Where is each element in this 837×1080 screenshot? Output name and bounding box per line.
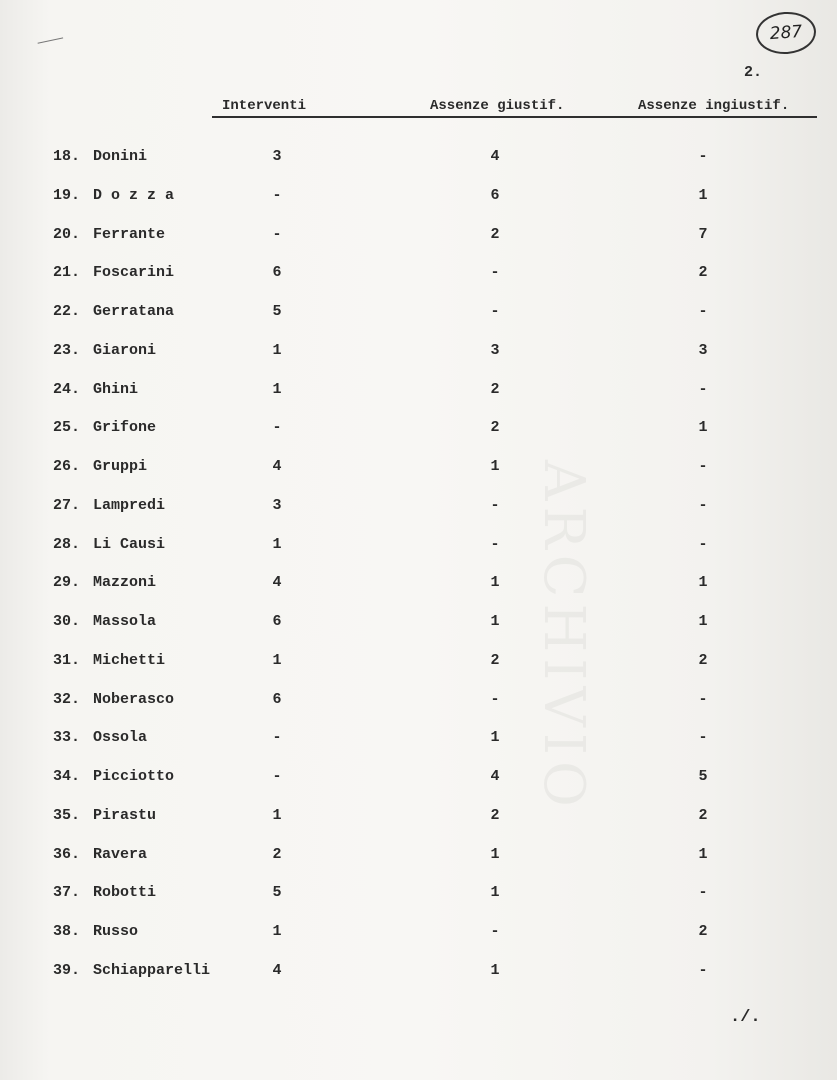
interventi-value: 1: [272, 380, 282, 398]
interventi-value: 2: [272, 845, 282, 863]
table-row: [0, 762, 837, 801]
row-number: 29.: [53, 574, 81, 592]
interventi-value: 6: [272, 264, 282, 282]
assenze-giustif-value: 4: [490, 768, 500, 785]
table-row: [0, 646, 837, 685]
assenze-giustif-value: -: [490, 690, 500, 708]
member-name: Massola: [93, 613, 157, 630]
archive-stamp: [755, 10, 818, 56]
member-name: Gruppi: [93, 458, 148, 475]
interventi-value: 3: [272, 148, 282, 165]
member-name: Lampredi: [93, 496, 166, 514]
assenze-giustif-value: 2: [490, 225, 500, 243]
assenze-giustif-value: 1: [490, 845, 500, 863]
assenze-ingiustif-value: -: [698, 380, 708, 398]
table-row: [0, 956, 837, 995]
assenze-ingiustif-value: 2: [698, 651, 708, 669]
table-row: [0, 220, 837, 259]
interventi-value: -: [272, 225, 282, 243]
table-row: [0, 142, 837, 181]
row-number: 36.: [53, 845, 81, 863]
table-row: [0, 491, 837, 530]
row-number: 38.: [53, 923, 81, 940]
assenze-ingiustif-value: 5: [698, 768, 708, 785]
interventi-value: 6: [272, 690, 282, 708]
row-number: 32.: [53, 690, 81, 708]
header-assenze-giustif: Assenze giustif.: [430, 98, 565, 114]
table-row: [0, 336, 837, 375]
row-number: 19.: [53, 186, 81, 204]
member-name: Foscarini: [93, 264, 175, 282]
assenze-ingiustif-value: 2: [698, 923, 708, 940]
member-name: Robotti: [93, 884, 157, 902]
member-name: Russo: [93, 923, 139, 940]
assenze-giustif-value: 1: [490, 574, 500, 592]
header-interventi: Interventi: [222, 98, 307, 114]
member-name: Ravera: [93, 845, 148, 863]
table-row: [0, 607, 837, 646]
interventi-value: 3: [272, 496, 282, 514]
member-name: Schiapparelli: [93, 961, 211, 979]
interventi-value: 1: [272, 341, 282, 359]
member-name: Pirastu: [93, 806, 157, 824]
row-number: 22.: [53, 303, 81, 320]
assenze-ingiustif-value: -: [698, 303, 708, 320]
corner-pencil-mark: [38, 37, 65, 49]
assenze-giustif-value: -: [490, 303, 500, 320]
continuation-mark: ./.: [730, 1008, 761, 1027]
assenze-giustif-value: -: [490, 264, 500, 282]
assenze-ingiustif-value: -: [698, 535, 708, 553]
assenze-ingiustif-value: 2: [698, 806, 708, 824]
assenze-giustif-value: 1: [490, 729, 500, 747]
row-number: 20.: [53, 225, 81, 243]
assenze-giustif-value: 2: [490, 806, 500, 824]
interventi-value: 1: [272, 806, 282, 824]
row-number: 27.: [53, 496, 81, 514]
interventi-value: 4: [272, 574, 282, 592]
table-row: [0, 723, 837, 762]
assenze-ingiustif-value: -: [698, 690, 708, 708]
assenze-giustif-value: 1: [490, 613, 500, 630]
interventi-value: 5: [272, 884, 282, 902]
table-row: [0, 530, 837, 569]
interventi-value: 1: [272, 535, 282, 553]
assenze-giustif-value: 2: [490, 419, 500, 437]
assenze-giustif-value: 1: [490, 961, 500, 979]
assenze-giustif-value: 3: [490, 341, 500, 359]
interventi-value: -: [272, 419, 282, 437]
row-number: 35.: [53, 806, 81, 824]
assenze-giustif-value: 6: [490, 186, 500, 204]
assenze-giustif-value: 2: [490, 380, 500, 398]
member-name: Ossola: [93, 729, 148, 747]
member-name: Grifone: [93, 419, 157, 437]
table-row: [0, 840, 837, 879]
interventi-value: 5: [272, 303, 282, 320]
row-number: 21.: [53, 264, 81, 282]
row-number: 24.: [53, 380, 81, 398]
table-row: [0, 258, 837, 297]
assenze-giustif-value: -: [490, 923, 500, 940]
assenze-giustif-value: 1: [490, 458, 500, 475]
assenze-ingiustif-value: -: [698, 729, 708, 747]
row-number: 30.: [53, 613, 81, 630]
member-name: Mazzoni: [93, 574, 157, 592]
assenze-ingiustif-value: 1: [698, 613, 708, 630]
row-number: 31.: [53, 651, 81, 669]
attendance-table: [0, 142, 837, 995]
row-number: 39.: [53, 961, 81, 979]
member-name: Noberasco: [93, 690, 175, 708]
interventi-value: -: [272, 729, 282, 747]
table-row: [0, 181, 837, 220]
header-assenze-ingiustif: Assenze ingiustif.: [638, 98, 790, 114]
table-row: [0, 375, 837, 414]
member-name: Li Causi: [93, 535, 166, 553]
member-name: Michetti: [93, 651, 166, 669]
member-name: D o z z a: [93, 186, 175, 204]
table-row: [0, 297, 837, 336]
table-row: [0, 452, 837, 491]
interventi-value: -: [272, 186, 282, 204]
interventi-value: 4: [272, 458, 282, 475]
assenze-ingiustif-value: -: [698, 496, 708, 514]
row-number: 33.: [53, 729, 81, 747]
table-row: [0, 413, 837, 452]
interventi-value: -: [272, 768, 282, 785]
row-number: 37.: [53, 884, 81, 902]
assenze-giustif-value: -: [490, 496, 500, 514]
table-row: [0, 685, 837, 724]
stamp-number: 287: [769, 21, 803, 45]
assenze-ingiustif-value: 2: [698, 264, 708, 282]
row-number: 34.: [53, 768, 81, 785]
header-underline: [212, 116, 817, 118]
assenze-ingiustif-value: 1: [698, 845, 708, 863]
row-number: 28.: [53, 535, 81, 553]
row-number: 25.: [53, 419, 81, 437]
assenze-ingiustif-value: -: [698, 884, 708, 902]
member-name: Ferrante: [93, 225, 166, 243]
assenze-ingiustif-value: 1: [698, 574, 708, 592]
assenze-ingiustif-value: -: [698, 961, 708, 979]
assenze-giustif-value: -: [490, 535, 500, 553]
page-number: 2.: [744, 64, 763, 81]
table-row: [0, 878, 837, 917]
assenze-ingiustif-value: -: [698, 458, 708, 475]
member-name: Ghini: [93, 380, 139, 398]
row-number: 26.: [53, 458, 81, 475]
member-name: Giaroni: [93, 341, 157, 359]
interventi-value: 4: [272, 961, 282, 979]
interventi-value: 1: [272, 651, 282, 669]
row-number: 18.: [53, 148, 81, 165]
assenze-giustif-value: 2: [490, 651, 500, 669]
assenze-ingiustif-value: 1: [698, 186, 708, 204]
assenze-giustif-value: 1: [490, 884, 500, 902]
member-name: Picciotto: [93, 768, 175, 785]
row-number: 23.: [53, 341, 81, 359]
interventi-value: 1: [272, 923, 282, 940]
assenze-ingiustif-value: 7: [698, 225, 708, 243]
member-name: Gerratana: [93, 303, 175, 320]
assenze-ingiustif-value: -: [698, 148, 708, 165]
table-row: [0, 917, 837, 956]
assenze-ingiustif-value: 3: [698, 341, 708, 359]
assenze-giustif-value: 4: [490, 148, 500, 165]
member-name: Donini: [93, 148, 148, 165]
table-row: [0, 801, 837, 840]
assenze-ingiustif-value: 1: [698, 419, 708, 437]
interventi-value: 6: [272, 613, 282, 630]
table-row: [0, 568, 837, 607]
